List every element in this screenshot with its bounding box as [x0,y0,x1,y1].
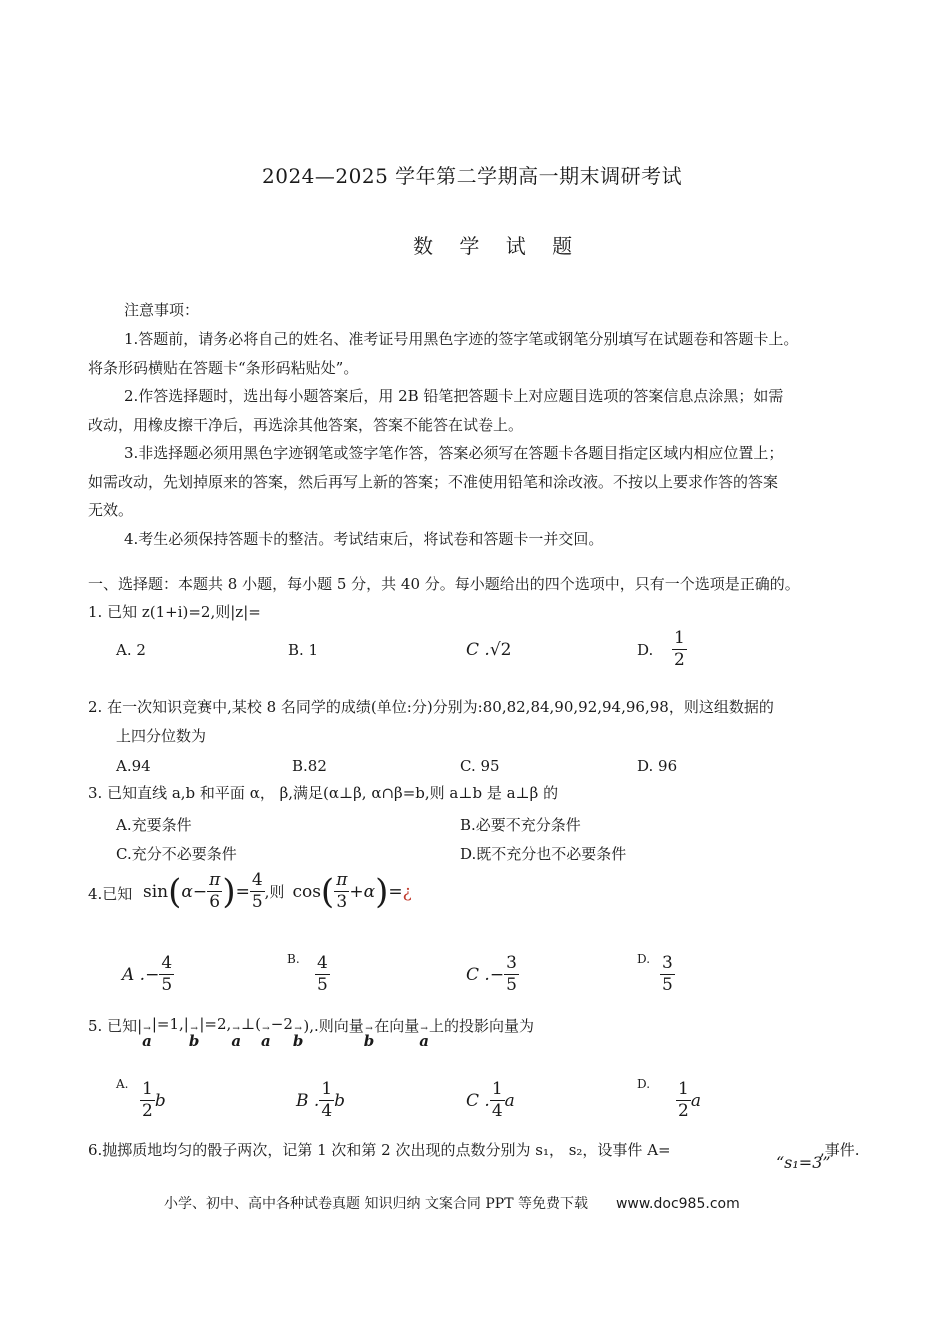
arrow-glyph: → [190,1024,198,1034]
vector-b-symbol: b [154,1090,166,1111]
fraction-denominator: 5 [161,975,173,995]
question-1-option-d-fraction [672,630,687,669]
question-1-option-c-label: C . [466,640,490,660]
question-5-option-a-label: A. [116,1077,129,1091]
option-c-label: C . [466,1090,490,1111]
stem-part: 5. 已知| [88,1017,143,1035]
stem-part: |=1,| [151,1015,189,1033]
right-paren-2: ) [375,871,389,912]
arrow-glyph: → [420,1024,428,1034]
fraction-denominator: 4 [321,1101,333,1121]
arrow-glyph: → [365,1024,373,1034]
question-4-prefix: 4.已知 [88,885,133,903]
notice-item-3-line-1: 3.非选择题必须用黑色字迹钢笔或签字笔作答，答案必须写在答题卡各题目指定区域内相应位置上； [124,444,784,462]
pi-numerator: π [209,870,221,890]
question-3-option-b: B.必要不充分条件 [460,816,581,834]
notice-item-2-line-1: 2.作答选择题时，选出每小题答案后，用 2B 铅笔把答题卡上对应题目选项的答案信息点涂黑；如需 [124,387,784,405]
vector-letter: a [419,1032,430,1050]
fraction-numerator: 3 [506,953,517,973]
vector-a-symbol: a [504,1090,515,1111]
fraction-numerator: 4 [161,953,173,973]
equals-sign: = [235,881,250,902]
left-paren-2: ( [320,871,335,912]
footer-url[interactable]: www.doc985.com [615,1196,740,1212]
inverted-question-mark: ¿ [402,881,412,902]
vector-letter: b [292,1032,304,1050]
pi-numerator-2: π [336,870,348,890]
arrow-glyph: → [232,1024,240,1034]
four-fifths-numerator: 4 [251,870,263,890]
option-c-label: C .− [466,964,505,985]
section-1-heading: 一、选择题：本题共 8 小题，每小题 5 分，共 40 分。每小题给出的四个选项中，只有一个选项是正确的。 [88,575,800,593]
vector-letter: a [231,1032,242,1050]
fraction-denominator: 2 [142,1101,153,1121]
vector-letter: a [261,1032,271,1050]
notice-item-3-line-3: 无效。 [88,501,134,519]
footer-text: 小学、初中、高中各种试卷真题 知识归纳 文案合同 PPT 等免费下载 [164,1196,588,1212]
three-denominator: 3 [336,892,348,912]
question-3-option-a: A.充要条件 [116,816,192,834]
vector-b [293,1015,304,1049]
fraction-denominator: 2 [678,1101,689,1121]
question-2-option-d: D. 96 [637,757,678,775]
exam-subtitle: 数 学 试 题 [413,234,583,258]
fraction-numerator: 1 [674,628,685,648]
stem-part: −2 [270,1015,293,1033]
fraction-numerator: 1 [678,1079,689,1099]
question-1-stem: 1. 已知 z(1+i)=2,则|z|= [88,603,261,621]
notice-item-2-line-2: 改动，用橡皮擦干净后，再选涂其他答案，答案不能答在试卷上。 [88,416,524,434]
notice-item-1-line-2: 将条形码横贴在答题卡“条形码粘贴处”。 [88,359,359,377]
question-1-option-d-label: D. [637,641,654,659]
question-2-option-b: B.82 [292,757,327,775]
arrow-glyph: → [262,1024,270,1034]
equals-sign-2: = [388,881,403,902]
alpha-minus: α− [181,881,208,902]
question-3-option-c: C.充分不必要条件 [116,845,237,863]
vector-a [142,1015,152,1049]
question-4-option-b-label: B. [287,952,300,966]
stem-part: 在向量 [374,1017,420,1035]
question-2-option-a: A.94 [116,757,151,775]
question-5-option-d-label: D. [637,1077,651,1091]
vector-letter: b [363,1032,375,1050]
stem-part: 上的投影向量为 [429,1017,535,1035]
question-1-option-a: A. 2 [116,641,146,659]
then-text: ,则 [264,883,285,901]
fraction-numerator: 1 [321,1079,333,1099]
question-5-option-c [466,1081,515,1120]
question-2-option-c: C. 95 [460,757,500,775]
vector-b-symbol: b [334,1090,346,1111]
stem-part: |=2, [199,1015,232,1033]
exam-title: 2024—2025 学年第二学期高一期末调研考试 [262,164,683,188]
notice-item-1-line-1: 1.答题前，请务必将自己的姓名、准考证号用黑色字迹的签字笔或钢笔分别填写在试题卷和答题卡上。 [124,330,799,348]
question-3-stem: 3. 已知直线 a,b 和平面 α， β,满足(α⊥β, α∩β=b,则 a⊥b 是 a⊥β 的 [88,784,559,802]
question-5-option-d [676,1081,701,1120]
fraction-numerator: 4 [317,953,328,973]
plus-alpha: +α [349,881,376,902]
question-1-option-b: B. 1 [288,641,319,659]
fraction-denominator: 5 [506,975,517,995]
notice-item-4: 4.考生必须保持答题卡的整洁。考试结束后，将试卷和答题卡一并交回。 [124,530,604,548]
option-a-label: A .− [122,964,160,985]
question-1-option-c [466,640,511,660]
option-b-label: B . [296,1090,320,1111]
question-6-stem: 6.抛掷质地均匀的骰子两次，记第 1 次和第 2 次出现的点数分别为 s₁， s₂，设事件 A= [88,1141,671,1159]
four-fifths-denominator: 5 [251,892,263,912]
fraction-denominator: 4 [491,1101,503,1121]
six-denominator: 6 [209,892,221,912]
vector-a [419,1015,429,1049]
fraction-numerator: 3 [662,953,673,973]
question-5-stem [88,1015,534,1049]
vector-b [364,1015,375,1049]
fraction-denominator: 5 [662,975,673,995]
question-1-option-c-value: √2 [489,640,512,660]
notice-heading: 注意事项： [124,301,200,319]
question-4-option-d-fraction [660,955,675,994]
question-4-option-b-fraction [315,955,330,994]
fraction-denominator: 5 [317,975,328,995]
vector-a [231,1015,241,1049]
question-5-option-b [296,1081,345,1120]
question-4-option-d-label: D. [637,952,651,966]
page-footer [164,1193,740,1213]
vector-a [261,1015,271,1049]
question-6-event: “s₁=3” [776,1153,831,1172]
left-paren: ( [168,871,182,912]
stem-part: ⊥( [241,1015,262,1033]
question-3-option-d: D.既不充分也不必要条件 [460,845,627,863]
arrow-glyph: → [143,1024,151,1034]
question-2-stem-line-1: 2. 在一次知识竞赛中,某校 8 名同学的成绩(单位:分)分别为:80,82,84,90,92,94,96,98，则这组数据的 [88,698,774,716]
vector-letter: b [188,1032,200,1050]
question-4-equation [143,872,412,911]
vector-a-symbol: a [690,1090,701,1111]
question-4-option-c [466,955,519,994]
right-paren: ) [222,871,236,912]
fraction-numerator: 1 [491,1079,503,1099]
stem-part: ),.则向量 [303,1017,364,1035]
question-6-tail: ,事件. [820,1141,860,1159]
cos-text: cos [292,881,321,902]
fraction-denominator: 2 [674,650,685,670]
vector-b [189,1015,200,1049]
vector-letter: a [142,1032,152,1050]
arrow-glyph: → [294,1024,302,1034]
question-5-option-a [140,1081,166,1120]
question-2-stem-line-2: 上四分位数为 [116,727,207,745]
sin-text: sin [143,881,169,902]
question-4-option-a [122,955,174,994]
fraction-numerator: 1 [142,1079,153,1099]
notice-item-3-line-2: 如需改动，先划掉原来的答案，然后再写上新的答案；不准使用铅笔和涂改液。不按以上要求作答的答案 [88,473,779,491]
